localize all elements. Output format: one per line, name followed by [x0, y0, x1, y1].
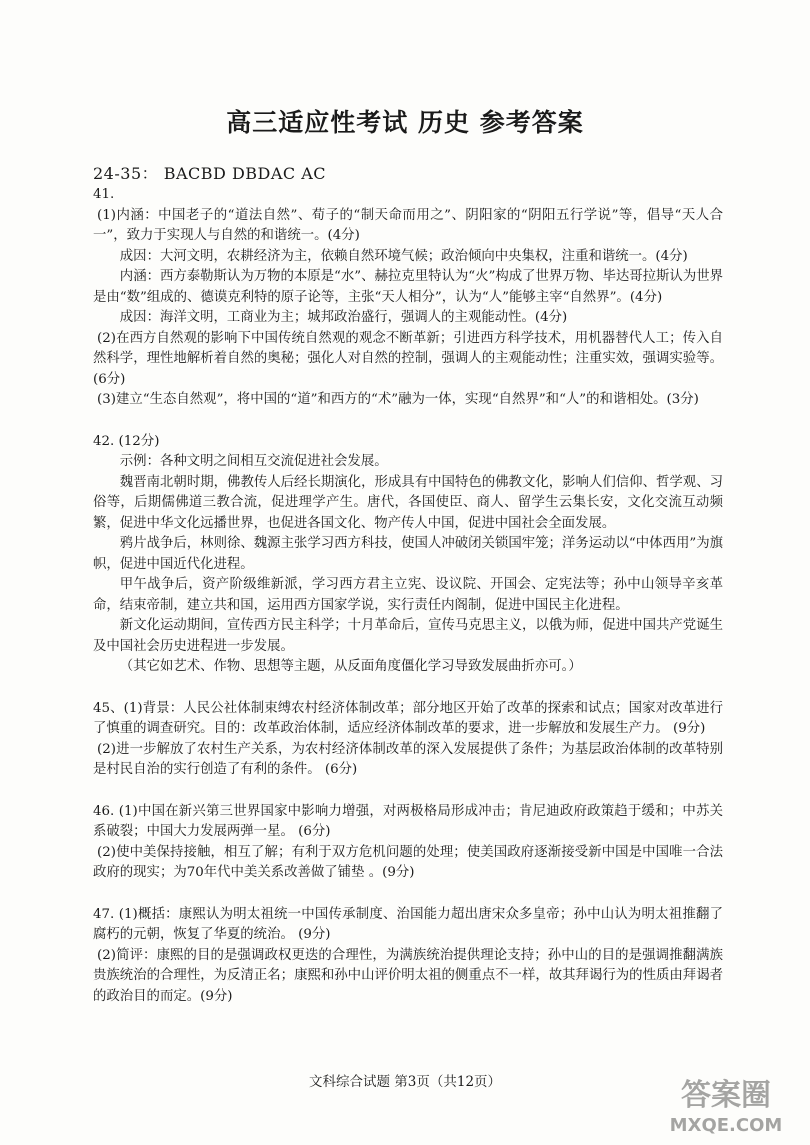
- q41-part1-west-connotation: 内涵：西方泰勒斯认为万物的本原是“水”、赫拉克里特认为“火”构成了世界万物、毕达哥拉斯认为世界是由“数”组成的、德谟克利特的原子论等，主张“天人相分”，认为“人”能够主宰“自然界”。(4分): [93, 269, 723, 305]
- question-47: [93, 905, 723, 1008]
- answer-content: [93, 163, 723, 1007]
- q42-note: （其它如艺术、作物、思想等主题，从反面角度僵化学习导致发展曲折亦可。）: [119, 659, 582, 674]
- spacer: [93, 678, 723, 699]
- q42-example: 示例：各种文明之间相互交流促进社会发展。: [119, 454, 388, 469]
- q41-part3: (3)建立“生态自然观”，将中国的“道”和西方的“术”融为一体，实现“自然界”和“人”的和谐相处。(3分): [97, 392, 699, 407]
- q41-part1-cause: 成因：大河文明，农耕经济为主，依赖自然环境气候；政治倾向中央集权，注重和谐统一。(4分): [119, 248, 688, 264]
- q47-part1: 47. (1)概括：康熙认为明太祖统一中国传承制度、治国能力超出唐宋众多皇帝；孙中山认为明太祖推翻了腐朽的元朝，恢复了华夏的统治。 (9分): [93, 906, 723, 942]
- q41-part1-west-cause: 成因：海洋文明，工商业为主；城邦政治盛行，强调人的主观能动性。(4分): [119, 310, 568, 325]
- question-42: [93, 432, 723, 678]
- page-footer: 文科综合试题 第3页（共12页）: [308, 1074, 502, 1090]
- spacer: [93, 884, 723, 905]
- q45-part2: (2)进一步解放了农村生产关系，为农村经济体制改革的深入发展提供了条件；为基层政治体制的改革特别是村民自治的实行创造了有利的条件。 (6分): [93, 741, 723, 777]
- q41-number: 41.: [93, 187, 115, 202]
- q45-part1: 45、(1)背景：人民公社体制束缚农村经济体制改革；部分地区开始了改革的探索和试点；国家对改革进行了慎重的调查研究。目的：改革政治体制，适应经济体制改革的要求，进一步解放和发展生产力。 (9分): [93, 700, 723, 736]
- q42-para-sino-japanese-war: 甲午战争后，资产阶级维新派，学习西方君主立宪、设议院、开国会、定宪法等；孙中山领导辛亥革命，结束帝制，建立共和国，运用西方国家学说，实行责任内阁制，促进中国民主化进程。: [93, 577, 723, 613]
- multiple-choice-answers: 24-35： BACBD DBDAC AC: [93, 164, 327, 183]
- spacer: [93, 781, 723, 802]
- question-46: [93, 802, 723, 884]
- watermark-bottom-text: MXQE.COM: [669, 1115, 783, 1136]
- q42-para-opium-war: 鸦片战争后，林则徐、魏源主张学习西方科技，使国人冲破闭关锁国牢笼；洋务运动以“中体西用”为旗帜，促进中国近代化进程。: [93, 536, 723, 572]
- q41-part2: (2)在西方自然观的影响下中国传统自然观的观念不断革新；引进西方科学技术，用机器替代人工；传入自然科学，理性地解析着自然的奥秘；强化人对自然的控制，强调人的主观能动性；注重实效，强调实验等。(6分): [93, 330, 723, 387]
- watermark-logo-icon: [656, 1067, 796, 1139]
- q41-part1-connotation: (1)内涵：中国老子的“道法自然”、荀子的“制天命而用之”、阴阳家的“阴阳五行学说”等，倡导“天人合一”，致力于实现人与自然的和谐统一。(4分): [93, 207, 723, 243]
- question-41: [93, 185, 723, 411]
- question-45: [93, 699, 723, 781]
- q42-number: 42. (12分): [93, 433, 160, 449]
- q47-part2: (2)简评：康熙的目的是强调政权更迭的合理性，为满族统治提供理论支持；孙中山的目的是强调推翻满族贵族统治的合理性，为反清正名；康熙和孙中山评价明太祖的侧重点不一样，故其拜谒行为的性质由拜谒者的政治目的而定。(9分): [93, 947, 723, 1004]
- spacer: [93, 411, 723, 432]
- q42-para-wei-jin: 魏晋南北朝时期，佛教传人后经长期演化，形成具有中国特色的佛教文化，影响人们信仰、哲学观、习俗等，后期儒佛道三教合流，促进理学产生。唐代，各国使臣、商人、留学生云集长安，文化交流互动频繁，促进中华文化远播世界，也促进各国文化、物产传人中国，促进中国社会全面发展。: [93, 474, 723, 531]
- q46-part2: (2)使中美保持接触，相互了解；有利于双方危机问题的处理；使美国政府逐渐接受新中国是中国唯一合法政府的现实；为70年代中美关系改善做了铺垫 。(9分): [93, 844, 723, 880]
- q46-part1: 46. (1)中国在新兴第三世界国家中影响力增强，对两极格局形成冲击；肯尼迪政府政策趋于缓和；中苏关系破裂；中国大力发展两弹一星。 (6分): [93, 803, 723, 839]
- watermark-top-text: 答案圈: [681, 1078, 771, 1113]
- page-title: 高三适应性考试 历史 参考答案: [226, 108, 584, 137]
- q42-para-new-culture: 新文化运动期间，宣传西方民主科学；十月革命后，宣传马克思主义，以俄为师，促进中国共产党诞生及中国社会历史进程进一步发展。: [93, 618, 723, 654]
